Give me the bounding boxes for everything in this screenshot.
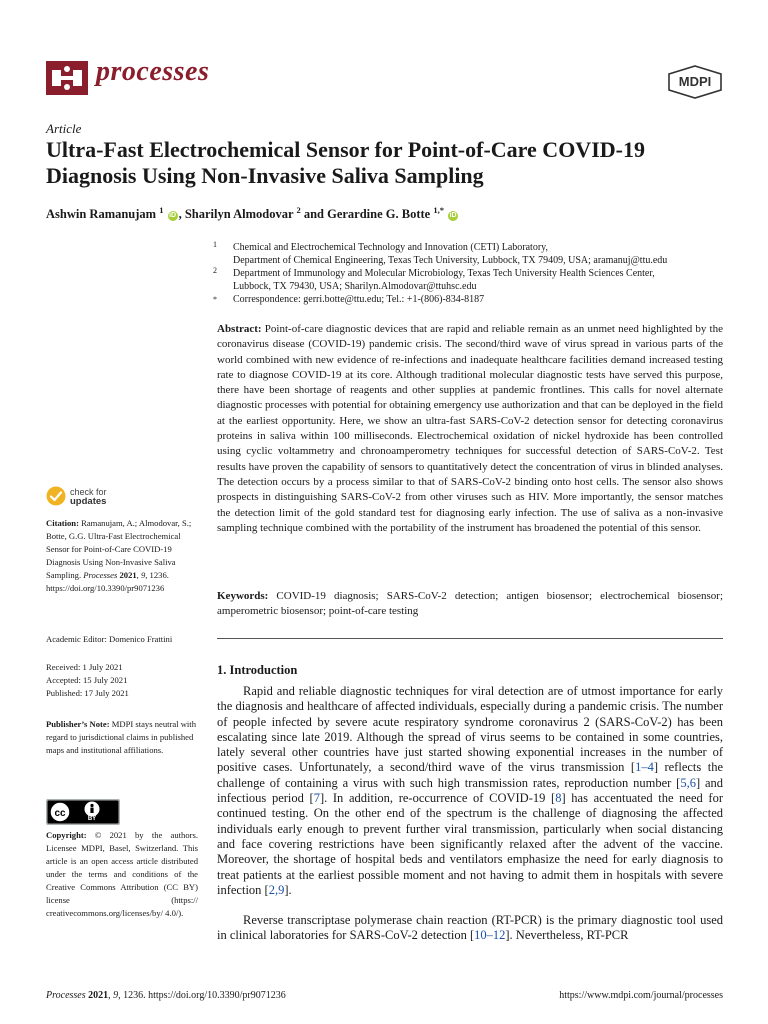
cc-by-license-icon[interactable]: [46, 799, 120, 825]
journal-name: processes: [96, 56, 210, 87]
keywords: [217, 589, 723, 620]
check-for-updates-badge[interactable]: check for updates: [46, 486, 116, 508]
academic-editor: Academic Editor: Domenico Frattini: [46, 634, 173, 644]
citation-link[interactable]: 5,6: [680, 775, 696, 790]
author-affil-mark: 1,*: [433, 205, 444, 215]
citation-link[interactable]: 2,9: [268, 882, 285, 897]
received-date: Received: 1 July 2021: [46, 662, 123, 672]
mdpi-logo[interactable]: [667, 65, 723, 99]
keywords-text: COVID-19 diagnosis; SARS-CoV-2 detection; antigen biosensor; electrochemical biosensor; amperometric biosensor; point-of-care testing: [217, 590, 724, 618]
citation-link[interactable]: 1–4: [635, 760, 654, 775]
section-divider: [217, 638, 723, 639]
author-affil-mark: 1: [159, 205, 164, 215]
publisher-note: Publisher’s Note: MDPI stays neutral with regard to jurisdictional claims in published maps and institutional affiliations.: [46, 719, 196, 755]
citation-link[interactable]: 10–12: [474, 928, 506, 943]
footer-journal-url[interactable]: https://www.mdpi.com/journal/processes: [559, 990, 723, 1001]
correspondence: * Correspondence: gerri.botte@ttu.edu; Tel.: +1-(806)-834-8187: [213, 294, 485, 305]
intro-paragraph-2: Reverse transcriptase polymerase chain reaction (RT-PCR) is the primary diagnostic tool used in clinical laboratories for SARS-CoV-2 detection [10–12]. Nevertheless, RT-PCR: [217, 913, 723, 943]
article-title: [46, 137, 736, 189]
abstract-label: Abstract:: [217, 323, 262, 335]
journal-logo-icon: [46, 61, 88, 95]
article-title-line1: Ultra-Fast Electrochemical Sensor for Point-of-Care COVID-19: [46, 137, 645, 162]
article-type: Article: [46, 121, 82, 136]
check-updates-icon: [46, 486, 66, 506]
citation-text: Ramanujam, A.; Almodovar, S.; Botte, G.G. Ultra-Fast Electrochemical Sensor for Point-of-Care COVID-19 Diagnosis Using Non-Invasive Saliva Sampling.: [46, 518, 192, 580]
author-name[interactable]: Ashwin Ramanujam: [46, 207, 157, 222]
abstract: [217, 322, 723, 536]
cc-by-text: BY: [87, 816, 97, 822]
orcid-icon[interactable]: iD: [449, 212, 457, 220]
citation-link[interactable]: 8: [555, 791, 562, 806]
author-affil-mark: 2: [296, 205, 301, 215]
section-heading-introduction: 1. Introduction: [217, 663, 298, 677]
abstract-text: Point-of-care diagnostic devices that are rapid and reliable remain as an unmet need highlighted by the coronavirus disease (COVID-19) pandemic crisis. The second/third wave of virus spread in various parts of the world combined with new evidence of re-infections and inadequate healthcare facilities demand increased testing rate to diagnose COVID-19 at its core. Although traditional molecular diagnostic tests have served this purpose, there have been shortage of reagents and other supplies at pandemic frontlines. This calls for novel alternate diagnostic processes with potential for obtaining emergency use authorization and that can be deployed in the field at the earliest opportunity. Here, we show an ultra-fast SARS-CoV-2 detection sensor for detecting coronavirus proteins in saliva within 100 milliseconds. Electrochemical oxidation of nickel hydroxide has been controlled using cyclic voltammetry and chronoamperometry techniques for successful detection of SARS-CoV-2. Test results have proven the capability of sensors to quantitatively detect the concentration of virus in blinded analyses. The detection occurs by a process similar to that of SARS-CoV-2 binding onto host cells. The sensor also shows prospects in distinguishing SARS-CoV-2 from other viruses such as HIV. More importantly, the sensor matches the detection limit of the gold standard test for diagnosing early infection. The use of saliva as a non-invasive sampling technique combined with the portability of the instrument has broadened the potential of this sensor.: [217, 323, 723, 534]
accepted-date: Accepted: 15 July 2021: [46, 675, 128, 685]
author-name[interactable]: Sharilyn Almodovar: [184, 207, 294, 222]
author-list: Ashwin Ramanujam $^1$ iD , Sharilyn Almodovar $^2$ and Gerardine G. Botte $^{1,*}$ iD: [46, 205, 457, 222]
citation-block: Citation: Ramanujam, A.; Almodovar, S.; Botte, G.G. Ultra-Fast Electrochemical Sensor for Point-of-Care COVID-19 Diagnosis Using Non-Invasive Saliva Sampling. Processes 2021, 9, 1236. https://doi.org/10.3390/pr9071236: [46, 518, 192, 593]
copyright-block: Copyright: © 2021 by the authors. Licensee MDPI, Basel, Switzerland. This article is an open access article distributed under the terms and conditions of the Creative Commons Attribution (CC BY) license (https:// creativecommons.org/licenses/by/ 4.0/).: [46, 830, 198, 918]
affiliation-2: 2 Department of Immunology and Molecular Microbiology, Texas Tech University Health Sciences Center, Lubbock, TX 79430, USA; Sharilyn.Almodovar@ttuhsc.edu: [213, 266, 655, 292]
footer-doi[interactable]: , 1236. https://doi.org/10.3390/pr9071236: [118, 990, 286, 1001]
citation-doi[interactable]: , 1236. https://doi.org/10.3390/pr9071236: [46, 570, 169, 593]
article-title-line2: Diagnosis Using Non-Invasive Saliva Sampling: [46, 163, 484, 188]
author-name[interactable]: Gerardine G. Botte: [327, 207, 431, 222]
orcid-icon[interactable]: iD: [169, 212, 177, 220]
keywords-label: Keywords:: [217, 590, 269, 602]
citation-label: Citation:: [46, 518, 79, 528]
affiliation-1: 1 Chemical and Electrochemical Technology and Innovation (CETI) Laboratory, Department of Chemical Engineering, Texas Tech University, Lubbock, TX 79409, USA; aramanuj@ttu.edu: [213, 240, 668, 266]
footer-citation: Processes 2021, 9, 1236. https://doi.org/10.3390/pr9071236: [46, 990, 286, 1001]
mdpi-logo-text: MDPI: [678, 74, 712, 89]
published-date: Published: 17 July 2021: [46, 688, 129, 698]
history-dates: [46, 661, 198, 700]
citation-link[interactable]: 7: [313, 791, 320, 806]
intro-paragraph-1: Rapid and reliable diagnostic techniques for viral detection are of utmost importance for early the diagnosis and healthcare of affected individuals, especially during a pandemic crisis. The number of people infected by severe acute respiratory syndrome coronavirus 2 (SARS-CoV-2) has been escalating since late 2019. Although the spread of virus seems to be contained in some countries, lately several other countries have just started showing exponential increases in the number of positive cases. Unfortunately, a second/third wave of the virus transmission [1–4] reflects the challenge of containing a virus with such high transmission rates, reproduction number [5,6] and infectious period [7]. In addition, re-occurrence of COVID-19 [8] has accentuated the need for continued testing. On the other end of the spectrum is the challenge of diagnosing the affected individuals early enough to prevent further viral transmission, particularly when social distancing and face covering restrictions have been significantly relaxed after the advent of the vaccine. Moreover, the shortage of hospital beds and ventilators emphasize the need for early diagnosis to treat patients at the earliest possible moment and not having to admit them in hospitals with severe infection [2,9].: [217, 684, 724, 897]
svg-text:cc: cc: [54, 808, 66, 819]
